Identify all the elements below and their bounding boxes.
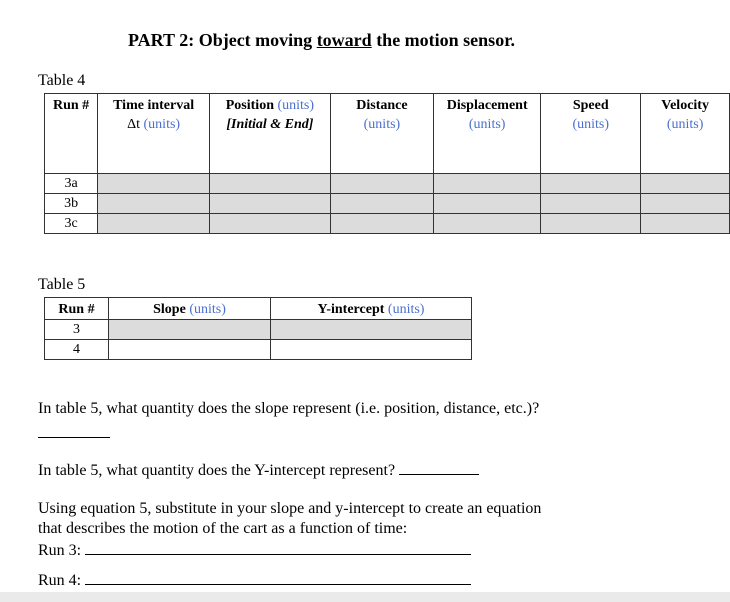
run3-answer-line[interactable] — [85, 540, 471, 555]
table5-cell-input[interactable] — [271, 340, 472, 360]
table4-cell-input[interactable] — [210, 214, 331, 234]
table5 — [44, 297, 472, 360]
table4-cell-input[interactable] — [434, 174, 541, 194]
table4-cell-input[interactable] — [434, 214, 541, 234]
table-row — [45, 214, 730, 234]
table4-header-displacement: Displacement (units) — [434, 94, 541, 174]
table-row — [45, 320, 472, 340]
table4-cell-input[interactable] — [541, 214, 641, 234]
table4-run-label: 3a — [45, 174, 98, 194]
table5-caption: Table 5 — [38, 276, 86, 293]
table4-cell-input[interactable] — [330, 214, 433, 234]
table4-cell-input[interactable] — [98, 194, 210, 214]
table4-cell-input[interactable] — [210, 174, 331, 194]
table4-cell-input[interactable] — [434, 194, 541, 214]
page-bottom-band — [0, 592, 730, 602]
table5-header-run: Run # — [45, 298, 109, 320]
table4-cell-input[interactable] — [98, 214, 210, 234]
table4-cell-input[interactable] — [641, 174, 730, 194]
run3-row — [38, 540, 471, 560]
table4-cell-input[interactable] — [641, 194, 730, 214]
table4-cell-input[interactable] — [541, 174, 641, 194]
table4-cell-input[interactable] — [210, 194, 331, 214]
table5-run-label: 3 — [45, 320, 109, 340]
table4-cell-input[interactable] — [330, 194, 433, 214]
table4-caption: Table 4 — [38, 72, 86, 89]
table5-cell-input[interactable] — [109, 320, 271, 340]
table4-cell-input[interactable] — [541, 194, 641, 214]
table4-cell-input[interactable] — [330, 174, 433, 194]
table5-cell-input[interactable] — [271, 320, 472, 340]
question-equation-line2: that describes the motion of the cart as a function of time: — [38, 520, 408, 537]
table-row — [45, 194, 730, 214]
table4-run-label: 3c — [45, 214, 98, 234]
table4-cell-input[interactable] — [98, 174, 210, 194]
table5-header-slope: Slope (units) — [109, 298, 271, 320]
table4-header-time-interval: Time interval Δt (units) — [98, 94, 210, 174]
table4-run-label: 3b — [45, 194, 98, 214]
table5-cell-input[interactable] — [109, 340, 271, 360]
answer-blank-slope[interactable] — [38, 423, 110, 438]
table4-header-run: Run # — [45, 94, 98, 174]
table4 — [44, 93, 730, 234]
run4-label: Run 4: — [38, 572, 82, 589]
run4-row — [38, 570, 471, 590]
question-equation-line1: Using equation 5, substitute in your slope and y-intercept to create an equation — [38, 500, 542, 517]
table4-cell-input[interactable] — [641, 214, 730, 234]
table-row — [45, 340, 472, 360]
question-y-intercept: In table 5, what quantity does the Y-intercept represent? — [38, 460, 479, 480]
table-row — [45, 174, 730, 194]
heading-prefix: PART 2: Object moving — [128, 30, 317, 50]
part-heading — [128, 30, 515, 51]
question-slope: In table 5, what quantity does the slope represent (i.e. position, distance, etc.)? — [38, 400, 540, 417]
table4-header-distance: Distance (units) — [330, 94, 433, 174]
table4-header-velocity: Velocity (units) — [641, 94, 730, 174]
heading-suffix: the motion sensor. — [371, 30, 516, 50]
run4-answer-line[interactable] — [85, 570, 471, 585]
run3-label: Run 3: — [38, 542, 82, 559]
table4-header-speed: Speed (units) — [541, 94, 641, 174]
heading-underlined-word: toward — [316, 30, 372, 50]
table5-run-label: 4 — [45, 340, 109, 360]
table4-header-position: Position (units) [Initial & End] — [210, 94, 331, 174]
table5-header-y-intercept: Y-intercept (units) — [271, 298, 472, 320]
answer-blank-y-intercept[interactable] — [399, 460, 479, 475]
